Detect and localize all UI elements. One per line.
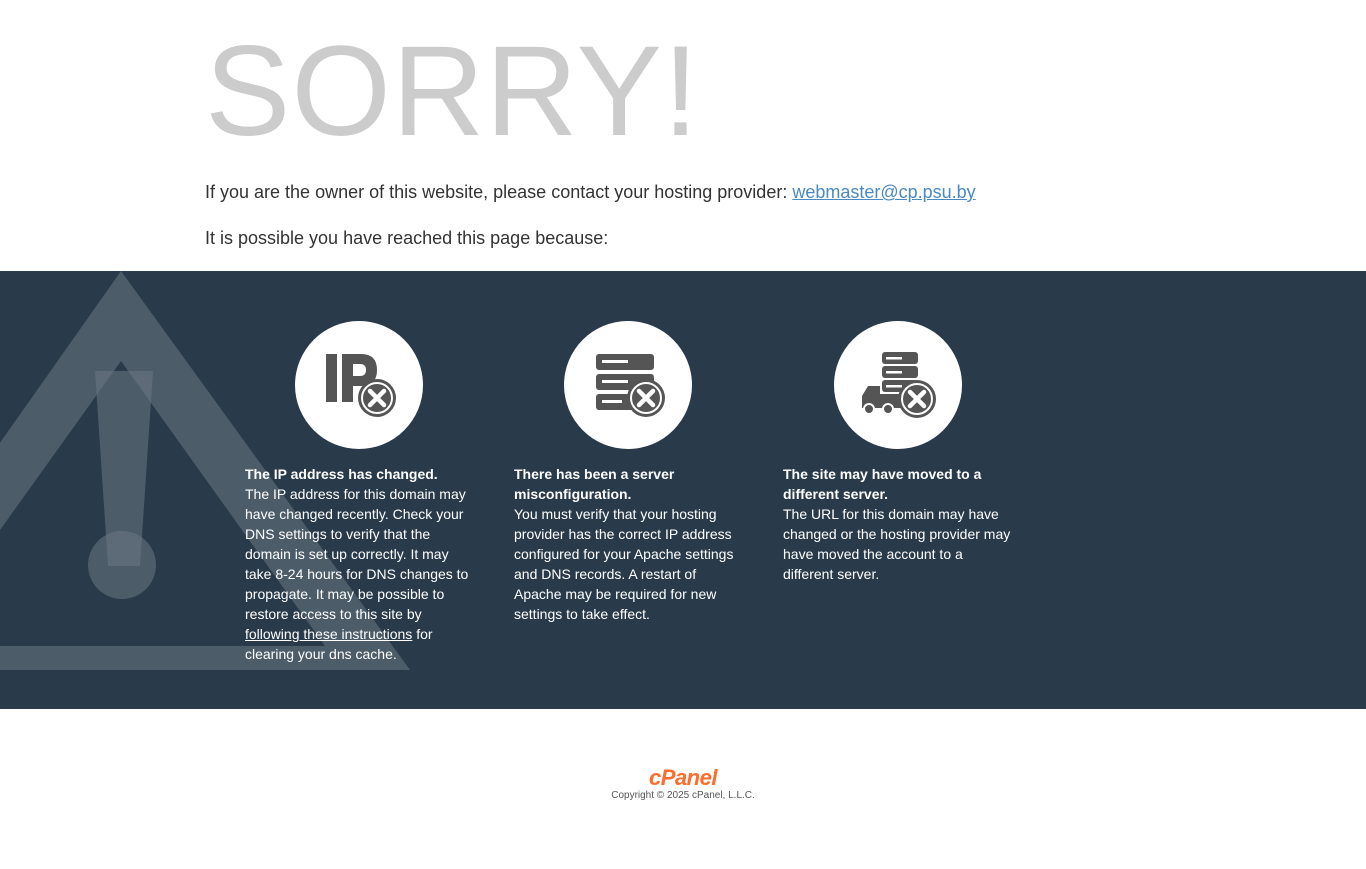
reason-text: [514, 464, 744, 624]
server-error-icon: [564, 321, 692, 449]
reason-text: [783, 464, 1013, 584]
copyright-text: Copyright © 2025 cPanel, L.L.C.: [611, 790, 755, 801]
ip-error-icon: [295, 321, 423, 449]
page-title: SORRY!: [205, 20, 700, 163]
reason-title: The site may have moved to a different server.: [783, 466, 982, 502]
reason-body: The IP address for this domain may have changed recently. Check your DNS settings to verify that the domain is set up correctly. It may take 8-24 hours for DNS changes to propagate. It may be possible to restore access to this site by: [245, 486, 469, 622]
server-moved-icon: [834, 321, 962, 449]
reason-body: The URL for this domain may have changed or the hosting provider may have moved the account to a different server.: [783, 506, 1011, 582]
reason-body-after: for clearing your dns cache.: [245, 626, 433, 662]
reason-intro: It is possible you have reached this page because:: [205, 228, 609, 248]
reason-text: [245, 464, 475, 664]
footer: [0, 765, 1366, 803]
contact-email-link[interactable]: webmaster@cp.psu.by: [792, 182, 976, 202]
contact-text: If you are the owner of this website, please contact your hosting provider:: [205, 182, 793, 202]
reasons-band: [0, 271, 1366, 709]
dns-instructions-link[interactable]: following these instructions: [245, 626, 413, 642]
cpanel-logo: cPanel: [649, 765, 717, 790]
reason-title: The IP address has changed.: [245, 466, 438, 482]
reason-title: There has been a server misconfiguration.: [514, 466, 675, 502]
contact-line: [205, 181, 976, 203]
reason-body: You must verify that your hosting provider has the correct IP address configured for your Apache settings and DNS records. A restart of Apache may be required for new settings to take effect.: [514, 506, 734, 622]
